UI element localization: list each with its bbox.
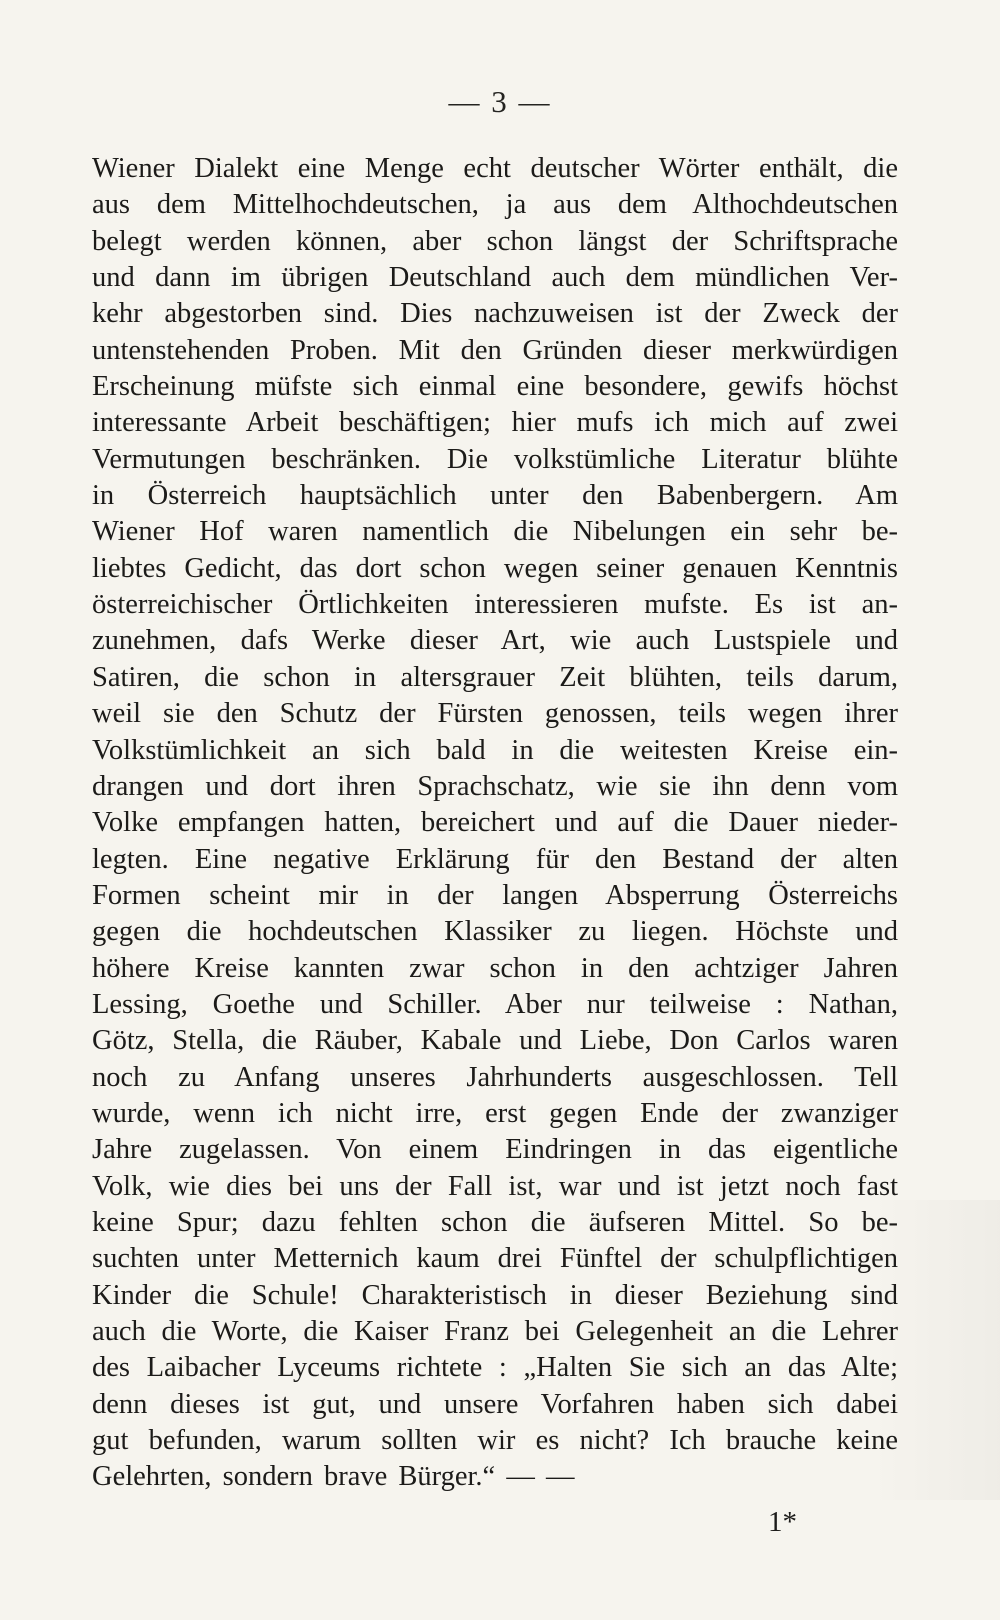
text-line: Volkstümlichkeit an sich bald in die weitesten Kreise ein- [92, 734, 898, 766]
text-line: Götz, Stella, die Räuber, Kabale und Liebe, Don Carlos waren [92, 1025, 898, 1057]
text-line: höhere Kreise kannten zwar schon in den achtziger Jahren [92, 952, 898, 984]
text-line: liebtes Gedicht, das dort schon wegen seiner genauen Kenntnis [92, 552, 898, 584]
text-line: noch zu Anfang unseres Jahrhunderts ausgeschlossen. Tell [92, 1061, 898, 1093]
text-line: Formen scheint mir in der langen Absperrung Österreichs [92, 879, 898, 911]
text-line: zunehmen, dafs Werke dieser Art, wie auch Lustspiele und [92, 625, 898, 657]
text-line: des Laibacher Lyceums richtete : „Halten Sie sich an das Alte; [92, 1352, 898, 1384]
signature-mark: 1* [768, 1506, 797, 1538]
text-line: kehr abgestorben sind. Dies nachzuweisen ist der Zweck der [92, 298, 898, 330]
text-line: gut befunden, warum sollten wir es nicht? Ich brauche keine [92, 1425, 898, 1457]
text-line: aus dem Mittelhochdeutschen, ja aus dem Althochdeutschen [92, 189, 898, 221]
text-line: legten. Eine negative Erklärung für den Bestand der alten [92, 843, 898, 875]
text-line: denn dieses ist gut, und unsere Vorfahren haben sich dabei [92, 1388, 898, 1420]
text-line: wurde, wenn ich nicht irre, erst gegen Ende der zwanziger [92, 1097, 898, 1129]
text-line: gegen die hochdeutschen Klassiker zu liegen. Höchste und [92, 916, 898, 948]
text-line: auch die Worte, die Kaiser Franz bei Gelegenheit an die Lehrer [92, 1316, 898, 1347]
text-line: Satiren, die schon in altersgrauer Zeit blühten, teils darum, [92, 661, 898, 693]
text-line: keine Spur; dazu fehlten schon die äufseren Mittel. So be- [92, 1206, 898, 1238]
text-line: Vermutungen beschränken. Die volkstümliche Literatur blühte [92, 443, 898, 475]
text-line: untenstehenden Proben. Mit den Gründen dieser merkwürdigen [92, 334, 898, 366]
text-line: Wiener Hof waren namentlich die Nibelungen ein sehr be- [92, 516, 898, 548]
text-line: Erscheinung müfste sich einmal eine besondere, gewifs höchst [92, 371, 898, 403]
text-line: belegt werden können, aber schon längst der Schriftsprache [92, 225, 898, 257]
text-line: Lessing, Goethe und Schiller. Aber nur teilweise : Nathan, [92, 988, 898, 1020]
text-line: und dann im übrigen Deutschland auch dem mündlichen Ver- [92, 262, 898, 294]
text-line: interessante Arbeit beschäftigen; hier mufs ich mich auf zwei [92, 407, 898, 439]
text-line: Kinder die Schule! Charakteristisch in dieser Beziehung sind [92, 1279, 898, 1311]
page-number: — 3 — [448, 84, 552, 119]
text-line: österreichischer Örtlichkeiten interessieren mufste. Es ist an- [92, 589, 898, 621]
text-line: Jahre zugelassen. Von einem Eindringen in das eigentliche [92, 1134, 898, 1166]
text-line: Wiener Dialekt eine Menge echt deutscher Wörter enthält, die [92, 153, 898, 184]
text-line-last: Gelehrten, sondern brave Bürger.“ — — [92, 1461, 575, 1493]
text-line: weil sie den Schutz der Fürsten genossen, teils wegen ihrer [92, 698, 898, 730]
text-line: Volk, wie dies bei uns der Fall ist, war und ist jetzt noch fast [92, 1170, 898, 1202]
text-line: drangen und dort ihren Sprachschatz, wie sie ihn denn vom [92, 770, 898, 802]
text-line: Volke empfangen hatten, bereichert und auf die Dauer nieder- [92, 807, 898, 839]
body-text [92, 151, 898, 1496]
text-line: suchten unter Metternich kaum drei Fünftel der schulpflichtigen [92, 1243, 898, 1275]
text-line: in Österreich hauptsächlich unter den Babenbergern. Am [92, 480, 898, 512]
